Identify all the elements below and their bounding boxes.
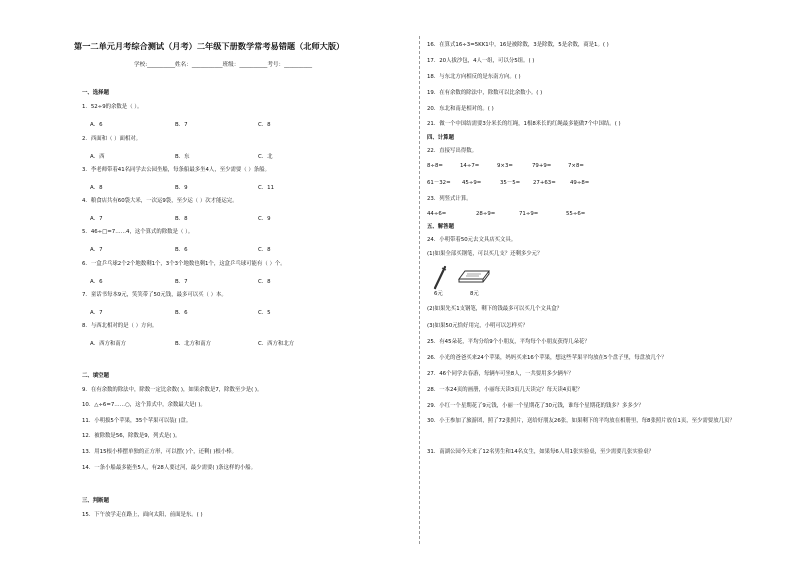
question-28: 28．一本24页的画册，小丽每天读3页几天读完？每天读4页呢？ (427, 387, 583, 393)
q8-option-a: A．西方和南方 (90, 341, 127, 347)
question-16: 16．在算式16÷3=5KK1中，16是被除数，3是除数，5是余数，商是1。( ) (427, 42, 609, 48)
question-24-part-3: (3)如果50元恰好用完，小明可以怎样买？ (427, 323, 528, 329)
pencil-case-price: 8元 (470, 291, 479, 297)
q3-option-c: C．11 (258, 185, 275, 191)
q8-option-c: C．西方和北方 (258, 341, 295, 347)
calc-1-1: 8÷8= (427, 163, 443, 169)
q8-option-b: B．北方和南方 (175, 341, 212, 347)
q5-option-a: A．7 (90, 247, 103, 253)
q5-option-c: C．8 (258, 247, 271, 253)
question-4: 4．粮食店共有60袋大米，一次运9袋，至少运（ ）次才能运完。 (82, 198, 238, 204)
q4-option-b: B．8 (175, 216, 188, 222)
q2-option-b: B．东 (175, 154, 190, 160)
q7-option-a: A．7 (90, 310, 103, 316)
question-18: 18．与东北方向相反的是东南方向。( ) (427, 74, 521, 80)
calc-2-5: 49÷8= (570, 180, 590, 186)
calc-1-2: 14÷7= (460, 163, 480, 169)
page-title: 第一二单元月考综合测试（月考）二年级下册数学常考易错题（北师大版） (74, 41, 345, 51)
calc-3-1: 44÷6= (427, 211, 447, 217)
question-1: 1．52÷9的余数是（ ）。 (82, 104, 143, 110)
q4-option-a: A．7 (90, 216, 103, 222)
question-23: 23．列竖式计算。 (427, 196, 472, 202)
pen-price: 6元 (434, 291, 443, 297)
question-10: 10．△÷6=7……○，这个算式中，余数最大是( )。 (82, 402, 206, 408)
question-24-part-2: (2)如果先买1支钢笔，剩下的钱最多可以买几个文具盒？ (427, 306, 563, 312)
pencil-case-icon (457, 268, 491, 284)
calc-1-4: 79+9= (532, 163, 552, 169)
q7-option-b: B．6 (175, 310, 188, 316)
q1-option-c: C．8 (258, 122, 271, 128)
question-21: 21．做一个中国结需要3分米长的红绳，1根8米长的红绳最多能做7个中国结。( ) (427, 121, 621, 127)
q3-option-a: A．8 (90, 185, 103, 191)
calc-1-5: 7×8= (568, 163, 584, 169)
question-2: 2．西面和（ ）面相对。 (82, 136, 142, 142)
q5-option-b: B．6 (175, 247, 188, 253)
calc-3-2: 28÷9= (476, 211, 496, 217)
question-25: 25．有45朵花，平均分给9个小朋友，平均每个小朋友获得几朵花？ (427, 339, 590, 345)
question-7: 7．童话书每本9元，笑笑带了50元钱，最多可以买（ ）本。 (82, 292, 227, 298)
question-8: 8．与西北相对的是（ ）方向。 (82, 323, 158, 329)
question-20: 20．东北和南是相对的。( ) (427, 106, 494, 112)
question-27: 27．46个同学去春游，每辆车可坐8人，一共要用多少辆车？ (427, 371, 574, 377)
student-info-line: 学校:__________姓名：___________班级：__________考号：__________ (134, 62, 313, 68)
question-12: 12．被除数是56，除数是9，列式是( )。 (82, 433, 181, 439)
section-calc-title: 四、计算题 (427, 135, 454, 141)
q4-option-c: C．9 (258, 216, 271, 222)
q6-option-a: A．6 (90, 279, 103, 285)
calc-3-4: 55÷6= (566, 211, 586, 217)
question-3: 3．李老师带着41名同学去公园坐船，每条船最多坐4人，至少需要（ ）条船。 (82, 167, 270, 173)
q1-option-b: B．7 (175, 122, 188, 128)
q3-option-b: B．9 (175, 185, 188, 191)
question-29: 29．小红一个星期花了9元钱，小丽一个星期花了30元钱，谁每个星期花的钱多？多多少？ (427, 403, 644, 409)
calc-3-3: 71÷9= (519, 211, 539, 217)
question-13: 13．用15根小棒摆单独的正方形，可以摆( )个，还剩( )根小棒。 (82, 449, 237, 455)
calc-2-4: 27+63= (533, 180, 556, 186)
question-5: 5．46÷□=7……4，这个算式的除数是（ ）。 (82, 229, 194, 235)
calc-2-3: 35－5= (500, 180, 521, 186)
pen-icon (431, 264, 449, 290)
question-6: 6．一盒乒乓球2个2个地数剩1个，3个3个地数也剩1个，这盒乒乓球可能有（ ）个。 (82, 261, 286, 267)
section-choice-title: 一、选择题 (82, 90, 109, 96)
calc-1-3: 9×3= (497, 163, 513, 169)
q1-option-a: A．6 (90, 122, 103, 128)
question-31: 31．南湖公园今天来了12名男生和14名女生，如果每6人用1张实验桌，至少需要几张实验桌？ (427, 449, 654, 455)
section-judge-title: 三、判断题 (82, 498, 109, 504)
question-22: 22．直接写出得数。 (427, 148, 477, 154)
question-11: 11．小明拔5个苹果，35个苹果可以装( )盘。 (82, 418, 192, 424)
section-fill-title: 二、填空题 (82, 373, 109, 379)
question-9: 9．在有余数的除法中，除数一定比余数( )，如果余数是7，除数至少是( )。 (82, 387, 263, 393)
question-14: 14．一条小船最多能坐5人，有28人要过河，最少需要( )条这样的小船。 (82, 465, 257, 471)
question-17: 17．20人拔沙包，4人一组，可以分5组。( ) (427, 58, 535, 64)
question-26: 26．小光的爸爸买来24个苹果，妈妈买来16个苹果，想这些苹果平均放在5个盘子里，每盘放几个？ (427, 355, 667, 361)
question-24: 24．小明带着50元去文具店买文具。 (427, 237, 517, 243)
column-divider (419, 36, 420, 544)
q2-option-c: C．北 (258, 154, 273, 160)
q6-option-c: C．8 (258, 279, 271, 285)
q7-option-c: C．5 (258, 310, 271, 316)
question-15: 15．下午放学走在路上，面向太阳，前面是东。( ) (82, 512, 203, 518)
question-30: 30．小王参加了旅游团，照了72张照片，送给好朋友26张，如果剩下的平均放在相册里，每8张照片放在1页，至少需要放几页？ (427, 418, 735, 424)
calc-2-1: 61－32= (427, 180, 451, 186)
question-19: 19．在有余数的除法中，除数可以比余数小。( ) (427, 90, 543, 96)
question-24-part-1: (1)如果全部买钢笔，可以买几支？还剩多少元？ (427, 251, 543, 257)
calc-2-2: 45÷9= (462, 180, 482, 186)
q2-option-a: A．西 (90, 154, 105, 160)
section-solve-title: 五、解答题 (427, 224, 454, 230)
q6-option-b: B．7 (175, 279, 188, 285)
